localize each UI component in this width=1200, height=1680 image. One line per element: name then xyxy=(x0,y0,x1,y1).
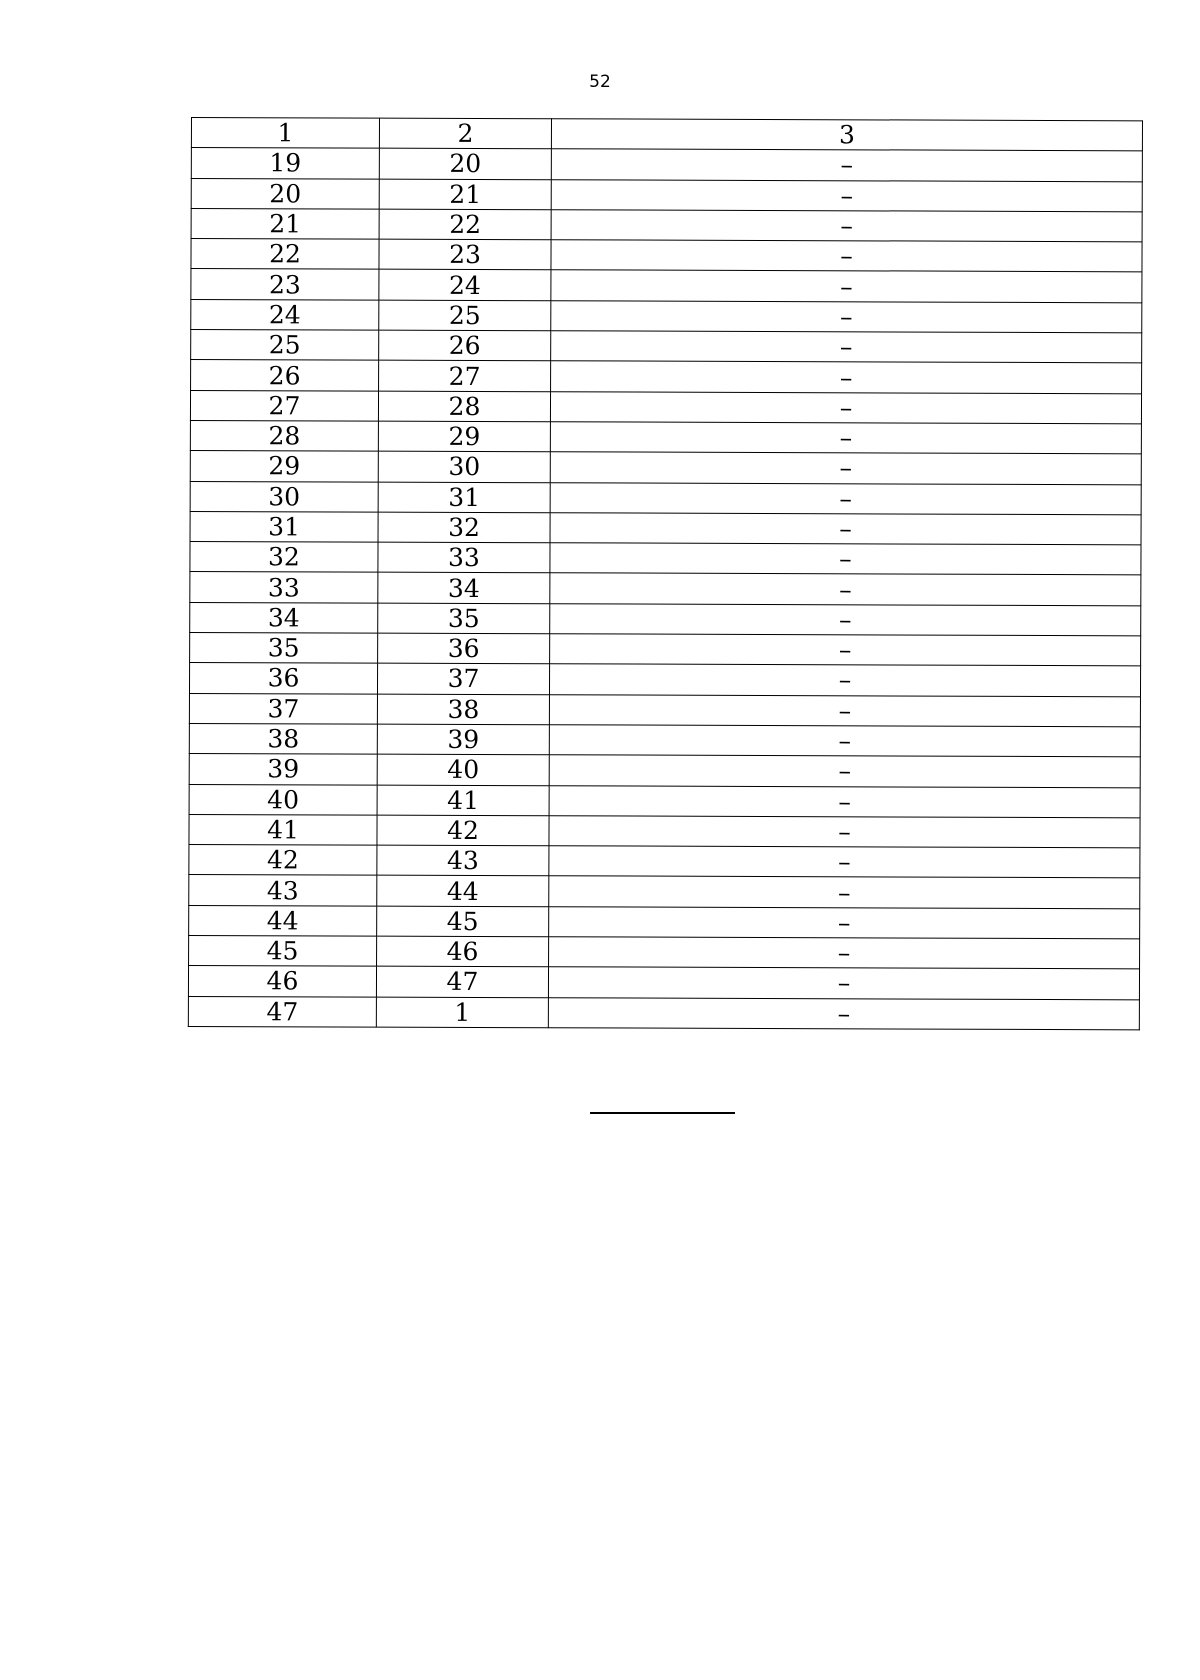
table-row xyxy=(190,451,1141,485)
table-cell: – xyxy=(550,604,1141,636)
table-cell: 34 xyxy=(190,602,378,633)
table-cell: 37 xyxy=(189,693,377,724)
table-cell: 32 xyxy=(190,542,378,573)
table-cell: 23 xyxy=(191,269,379,300)
table-row xyxy=(189,814,1140,848)
table-cell: 32 xyxy=(378,512,550,543)
table-row xyxy=(191,299,1142,333)
table-cell: – xyxy=(549,664,1140,696)
table-cell: 36 xyxy=(189,663,377,694)
table-cell: – xyxy=(550,573,1141,605)
table-cell: 41 xyxy=(189,814,377,845)
data-table xyxy=(188,117,1143,1030)
table-cell: 25 xyxy=(191,330,379,361)
table-cell: 41 xyxy=(377,785,549,816)
table-cell: – xyxy=(548,967,1139,999)
table-cell: 39 xyxy=(377,724,549,755)
table-row xyxy=(191,178,1142,212)
header-cell: 2 xyxy=(379,118,551,149)
table-cell: 29 xyxy=(378,421,550,452)
table-row xyxy=(190,481,1141,515)
table-cell: 35 xyxy=(378,603,550,634)
table-cell: 44 xyxy=(189,905,377,936)
table-row xyxy=(189,936,1140,970)
table-cell: – xyxy=(551,331,1142,363)
table-cell: 47 xyxy=(188,996,376,1027)
table-cell: 1 xyxy=(376,997,548,1028)
table-cell: 31 xyxy=(190,511,378,542)
table-row xyxy=(190,390,1141,424)
table-row xyxy=(190,633,1141,667)
table-row xyxy=(191,330,1142,364)
table-row xyxy=(191,269,1142,303)
table-cell: 30 xyxy=(378,451,550,482)
table-cell: – xyxy=(548,997,1139,1029)
table-cell: 26 xyxy=(379,330,551,361)
table-cell: 24 xyxy=(379,270,551,301)
table-cell: – xyxy=(551,179,1142,211)
table-body xyxy=(188,118,1142,1030)
table-cell: – xyxy=(549,694,1140,726)
table-cell: – xyxy=(550,452,1141,484)
table-row xyxy=(188,966,1139,1000)
table-cell: 43 xyxy=(377,845,549,876)
table-cell: 22 xyxy=(191,239,379,270)
table-cell: – xyxy=(550,482,1141,514)
table-cell: 21 xyxy=(379,179,551,210)
table-cell: 34 xyxy=(378,573,550,604)
table-cell: – xyxy=(551,149,1142,181)
table-cell: – xyxy=(549,816,1140,848)
table-cell: – xyxy=(549,876,1140,908)
table-row xyxy=(189,845,1140,879)
table-cell: 45 xyxy=(377,906,549,937)
table-row xyxy=(189,875,1140,909)
table-cell: 31 xyxy=(378,482,550,513)
header-cell: 3 xyxy=(551,119,1142,151)
table-cell: 45 xyxy=(189,936,377,967)
table-row xyxy=(190,602,1141,636)
table-cell: 25 xyxy=(379,300,551,331)
table-cell: 29 xyxy=(190,451,378,482)
table-cell: – xyxy=(550,634,1141,666)
table-row xyxy=(190,420,1141,454)
table-cell: 37 xyxy=(377,663,549,694)
table-cell: 27 xyxy=(379,361,551,392)
table-cell: 42 xyxy=(189,845,377,876)
table-header-row xyxy=(191,118,1142,152)
table-cell: 28 xyxy=(190,420,378,451)
table-row xyxy=(189,905,1140,939)
table-row xyxy=(189,723,1140,757)
table-cell: 35 xyxy=(190,633,378,664)
table-row xyxy=(189,754,1140,788)
table-cell: 44 xyxy=(377,876,549,907)
table-cell: – xyxy=(549,725,1140,757)
table-row xyxy=(191,239,1142,273)
table-row xyxy=(191,360,1142,394)
table-cell: 43 xyxy=(189,875,377,906)
table-row xyxy=(189,784,1140,818)
table-cell: 38 xyxy=(189,723,377,754)
table-cell: 33 xyxy=(190,572,378,603)
table-cell: – xyxy=(549,937,1140,969)
table-cell: 24 xyxy=(191,299,379,330)
table-cell: 19 xyxy=(191,148,379,179)
table-cell: – xyxy=(549,906,1140,938)
table-cell: – xyxy=(550,543,1141,575)
table-cell: 23 xyxy=(379,239,551,270)
table-cell: 20 xyxy=(379,148,551,179)
table-cell: 42 xyxy=(377,815,549,846)
table-cell: – xyxy=(549,846,1140,878)
table-cell: 26 xyxy=(191,360,379,391)
table-row xyxy=(189,663,1140,697)
table-cell: 28 xyxy=(378,391,550,422)
table-row xyxy=(190,542,1141,576)
table-cell: 39 xyxy=(189,754,377,785)
table-cell: – xyxy=(549,755,1140,787)
table-cell: 27 xyxy=(190,390,378,421)
table-cell: – xyxy=(551,240,1142,272)
table-cell: – xyxy=(550,391,1141,423)
table-cell: – xyxy=(550,513,1141,545)
table-cell: 46 xyxy=(377,936,549,967)
table-cell: 22 xyxy=(379,209,551,240)
table-cell: 21 xyxy=(191,208,379,239)
table-cell: – xyxy=(551,301,1142,333)
table-cell: 40 xyxy=(377,754,549,785)
header-cell: 1 xyxy=(191,118,379,149)
table-row xyxy=(189,693,1140,727)
table-cell: 33 xyxy=(378,542,550,573)
table-row xyxy=(191,148,1142,182)
table-cell: – xyxy=(551,361,1142,393)
table-cell: – xyxy=(550,422,1141,454)
page-number: 52 xyxy=(589,72,611,92)
table-cell: – xyxy=(551,270,1142,302)
table-cell: 36 xyxy=(378,633,550,664)
table-cell: 38 xyxy=(377,694,549,725)
table-cell: – xyxy=(551,210,1142,242)
table-cell: 30 xyxy=(190,481,378,512)
table-cell: – xyxy=(549,785,1140,817)
table-cell: 40 xyxy=(189,784,377,815)
table-cell: 20 xyxy=(191,178,379,209)
table-cell: 47 xyxy=(376,966,548,997)
table-cell: 46 xyxy=(188,966,376,997)
table-row xyxy=(191,208,1142,242)
table-row xyxy=(190,572,1141,606)
table-row xyxy=(188,996,1139,1030)
end-rule xyxy=(590,1112,735,1114)
table-row xyxy=(190,511,1141,545)
